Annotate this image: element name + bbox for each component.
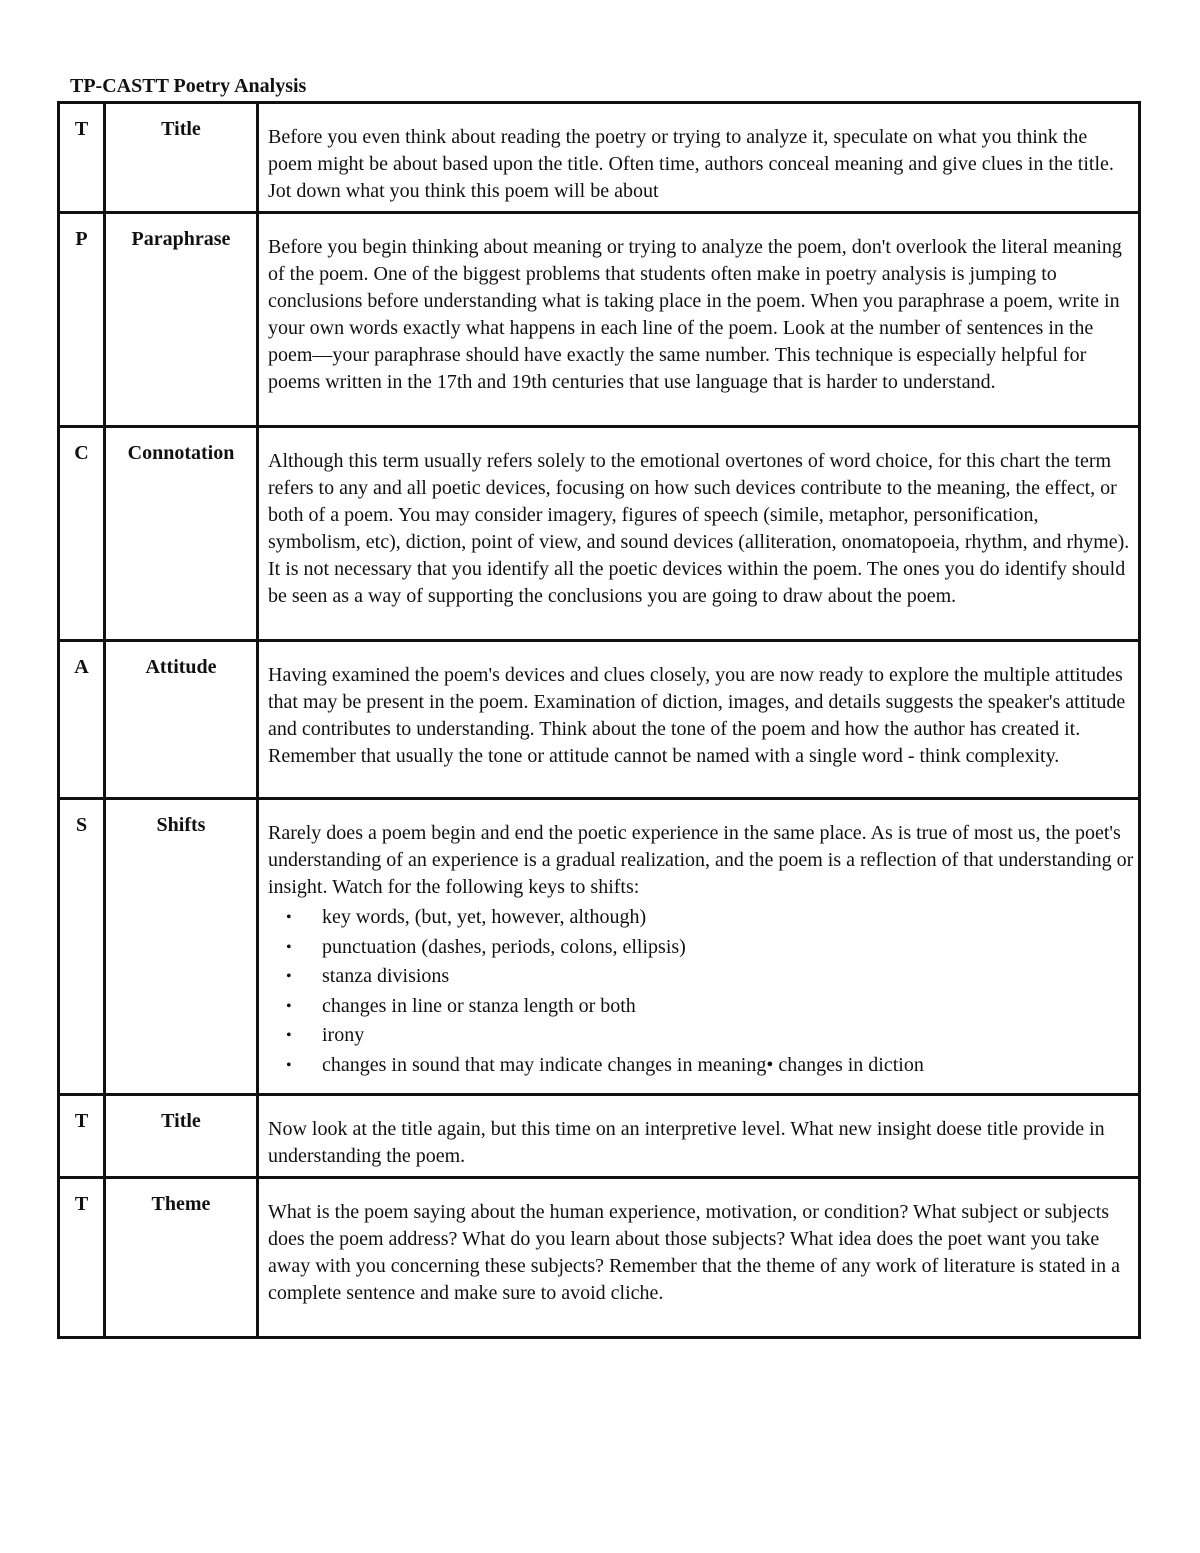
bullet-icon: • xyxy=(286,968,292,985)
description-text: Rarely does a poem begin and end the poetic experience in the same place. As is true of most us, the poet's understanding of an experience is a gradual realization, and the poem is a reflection of that understanding or insight. Watch for the following keys to shifts: xyxy=(268,822,1134,898)
bullet-icon: • xyxy=(286,909,292,926)
shift-keys-list xyxy=(268,903,1134,1080)
bullet-icon: • xyxy=(286,1056,292,1074)
description-text: Having examined the poem's devices and clues closely, you are now ready to explore the multiple attitudes that may be present in the poem. Examination of diction, images, and details suggests the speaker's attitude and contributes to understanding. Think about the tone of the poem and how the author has created it. Remember that usually the tone or attitude cannot be named with a single word - think complexity. xyxy=(268,664,1126,767)
row-term: Shifts xyxy=(105,799,258,1095)
list-item: • changes in line or stanza length or both xyxy=(322,992,1134,1022)
row-letter: A xyxy=(59,641,105,799)
row-description xyxy=(258,799,1140,1095)
description-text: Before you begin thinking about meaning or trying to analyze the poem, don't overlook the literal meaning of the poem. One of the biggest problems that students often make in poetry analysis is jumping to conclusions before understanding what is taking place in the poem. When you paraphrase a poem, write in your own words exactly what happens in each line of the poem. Look at the number of sentences in the poem—your paraphrase should have exactly the same number. This technique is especially helpful for poems written in the 17th and 19th centuries that use language that is harder to understand. xyxy=(268,236,1122,393)
bullet-icon: • xyxy=(286,1027,292,1044)
row-description xyxy=(258,1095,1140,1178)
list-item: • stanza divisions xyxy=(322,962,1134,992)
table-row-connotation xyxy=(59,427,1140,641)
list-item: • irony xyxy=(322,1021,1134,1051)
row-term: Attitude xyxy=(105,641,258,799)
document-title: TP-CASTT Poetry Analysis xyxy=(70,75,307,97)
row-term: Title xyxy=(105,1095,258,1178)
description-text: Now look at the title again, but this time on an interpretive level. What new insight doese title provide in understanding the poem. xyxy=(268,1118,1105,1167)
row-letter: T xyxy=(59,1095,105,1178)
row-term: Paraphrase xyxy=(105,213,258,427)
table-row-title-again xyxy=(59,1095,1140,1178)
list-item: • punctuation (dashes, periods, colons, ellipsis) xyxy=(322,933,1134,963)
row-letter: T xyxy=(59,103,105,213)
list-item: • changes in sound that may indicate changes in meaning• changes in diction xyxy=(322,1051,1134,1081)
description-text: Although this term usually refers solely to the emotional overtones of word choice, for this chart the term refers to any and all poetic devices, focusing on how such devices contribute to the meaning, the effect, or both of a poem. You may consider imagery, figures of speech (simile, metaphor, personification, symbolism, etc), diction, point of view, and sound devices (alliteration, onomatopoeia, rhythm, and rhyme). It is not necessary that you identify all the poetic devices within the poem. The ones you do identify should be seen as a way of supporting the conclusions you are going to draw about the poem. xyxy=(268,450,1130,607)
table-row-theme xyxy=(59,1178,1140,1338)
row-description xyxy=(258,427,1140,641)
row-letter: P xyxy=(59,213,105,427)
row-description xyxy=(258,1178,1140,1338)
row-description xyxy=(258,103,1140,213)
row-term: Connotation xyxy=(105,427,258,641)
bullet-icon: • xyxy=(286,938,292,956)
tpcastt-table xyxy=(57,101,1141,1339)
row-letter: C xyxy=(59,427,105,641)
table-row-title xyxy=(59,103,1140,213)
list-item: • key words, (but, yet, however, although) xyxy=(322,903,1134,933)
row-term: Theme xyxy=(105,1178,258,1338)
description-text: Before you even think about reading the poetry or trying to analyze it, speculate on what you think the poem might be about based upon the title. Often time, authors conceal meaning and give clues in the title. Jot down what you think this poem will be about xyxy=(268,126,1114,202)
row-letter: T xyxy=(59,1178,105,1338)
table-row-paraphrase xyxy=(59,213,1140,427)
table-row-shifts xyxy=(59,799,1140,1095)
description-text: What is the poem saying about the human experience, motivation, or condition? What subject or subjects does the poem address? What do you learn about those subjects? What idea does the poet want you take away with you concerning these subjects? Remember that the theme of any work of literature is stated in a complete sentence and make sure to avoid cliche. xyxy=(268,1201,1120,1304)
row-term: Title xyxy=(105,103,258,213)
row-description xyxy=(258,641,1140,799)
bullet-icon: • xyxy=(286,997,292,1015)
table-row-attitude xyxy=(59,641,1140,799)
row-letter: S xyxy=(59,799,105,1095)
row-description xyxy=(258,213,1140,427)
